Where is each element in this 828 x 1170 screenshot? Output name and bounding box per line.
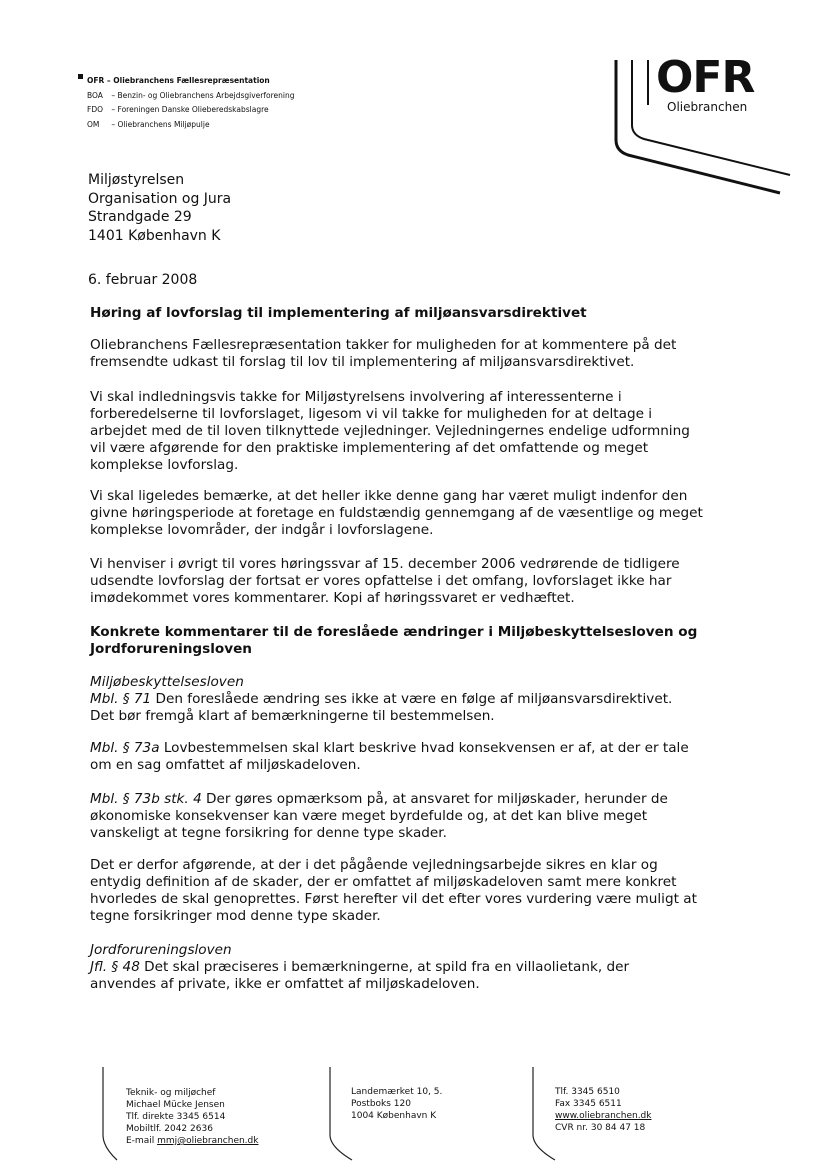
footer-line: Tlf. 3345 6510 xyxy=(555,1087,620,1097)
text-line: udsendte lovforslag der fortsat er vores opfattelse i det omfang, lovforslaget ikke har xyxy=(90,573,672,589)
logo-subtitle: Oliebranchen xyxy=(667,100,748,114)
footer-line: CVR nr. 30 84 47 18 xyxy=(555,1123,646,1133)
org-name: Benzin- og Oliebranchens Arbejdsgiverforening xyxy=(117,90,295,100)
text-line: hvorledes de skal genoprettes. Først herefter vil det efter vores vurdering være muligt at xyxy=(90,891,697,907)
footer-line: Teknik- og miljøchef xyxy=(126,1088,216,1098)
website-link[interactable]: www.oliebranchen.dk xyxy=(555,1111,652,1121)
law-title: Jordforureningsloven xyxy=(90,942,232,958)
text-line: komplekse lovforslag. xyxy=(90,457,239,473)
footer-line: Postboks 120 xyxy=(351,1099,411,1109)
text-line: tegne forsikringer mod denne type skader. xyxy=(90,908,381,924)
letter-date: 6. februar 2008 xyxy=(88,272,198,288)
section-heading xyxy=(90,624,740,658)
org-item-om: OM – Oliebranchens Miljøpulje xyxy=(78,118,295,133)
org-code: OM xyxy=(87,119,100,129)
footer-line xyxy=(126,1135,258,1147)
address-line: Miljøstyrelsen xyxy=(88,172,185,188)
mbl-73a xyxy=(90,740,740,774)
footer-line: Michael Mücke Jensen xyxy=(126,1100,225,1110)
text-line: Oliebranchens Fællesrepræsentation takker for muligheden for at kommentere på det xyxy=(90,337,677,353)
paragraph-2 xyxy=(90,389,740,474)
org-code: FDO xyxy=(87,105,103,114)
logo-text: OFR xyxy=(656,52,755,103)
footer-address xyxy=(351,1086,442,1122)
section-ref: Mbl. § 73a xyxy=(90,740,160,756)
section-ref: Jfl. § 48 xyxy=(90,959,140,975)
paragraph-3 xyxy=(90,488,740,539)
footer-company-info xyxy=(555,1086,651,1134)
mbl-section xyxy=(90,674,740,725)
text-line: fremsendte udkast til forslag til lov til implementering af miljøansvarsdirektivet. xyxy=(90,354,635,370)
address-line: Organisation og Jura xyxy=(88,190,232,207)
org-code: OFR xyxy=(87,76,105,85)
paragraph-5 xyxy=(90,857,740,925)
section-text: om en sag omfattet af miljøskadeloven. xyxy=(90,757,361,773)
email-label: E-mail xyxy=(126,1136,158,1146)
subject-heading: Høring af lovforslag til implementering af miljøansvarsdirektivet xyxy=(90,305,587,321)
section-text: Lovbestemmelsen skal klart beskrive hvad konsekvensen er af, at der er tale xyxy=(159,740,689,756)
footer-line: 1004 København K xyxy=(351,1111,437,1121)
text-line: Vi henviser i øvrigt til vores høringssvar af 15. december 2006 vedrørende de tidligere xyxy=(90,556,680,572)
address-line: 1401 København K xyxy=(88,227,221,244)
text-line: vil være afgørende for den praktiske implementering af det omfattende og meget xyxy=(90,440,649,456)
section-text: vanskeligt at tegne forsikring for denne type skader. xyxy=(90,825,447,841)
law-title: Miljøbeskyttelsesloven xyxy=(90,674,244,690)
footer-line: Mobiltlf. 2042 2636 xyxy=(126,1124,213,1134)
recipient-address xyxy=(88,171,231,245)
section-text: Det skal præciseres i bemærkningerne, at spild fra en villaolietank, der xyxy=(139,959,630,975)
footer-divider-1 xyxy=(95,1065,125,1165)
org-name: Oliebranchens Fællesrepræsentation xyxy=(113,76,270,85)
section-text: Der gøres opmærksom på, at ansvaret for miljøskader, herunder de xyxy=(201,791,668,807)
text-line: komplekse lovområder, der indgår i lovforslagene. xyxy=(90,522,434,538)
text-line: givne høringsperiode at foretage en fuldstændig gennemgang af de væsentlige og meget xyxy=(90,505,703,521)
org-name: Foreningen Danske Olieberedskabslagre xyxy=(117,105,269,114)
paragraph-4 xyxy=(90,556,740,607)
org-item-fdo: FDO – Foreningen Danske Olieberedskabslagre xyxy=(78,103,295,118)
section-ref: Mbl. § 73b stk. 4 xyxy=(90,791,202,807)
section-text: Den foreslåede ændring ses ikke at være en følge af miljøansvarsdirektivet. xyxy=(151,691,673,707)
section-text: anvendes af private, ikke er omfattet af miljøskadeloven. xyxy=(90,976,480,992)
org-item-ofr: OFR – Oliebranchens Fællesrepræsentation xyxy=(78,74,295,89)
footer-line: Tlf. direkte 3345 6514 xyxy=(126,1112,226,1122)
paragraph-1 xyxy=(90,337,740,371)
text-line: arbejdet med de til loven tilknyttede vejledninger. Vejledningernes endelige udformning xyxy=(90,423,690,439)
footer-line: Fax 3345 6511 xyxy=(555,1099,622,1109)
mbl-73b xyxy=(90,791,740,842)
org-item-boa: BOA – Benzin- og Oliebranchens Arbejdsgiverforening xyxy=(78,89,295,104)
footer-contact-person xyxy=(126,1087,258,1147)
text-line: entydig definition af de skader, der er omfattet af miljøskadeloven samt mere konkret xyxy=(90,874,677,890)
organization-list xyxy=(78,74,295,132)
email-link[interactable]: mmj@oliebranchen.dk xyxy=(157,1136,259,1146)
text-line: Vi skal ligeledes bemærke, at det heller ikke denne gang har været muligt indenfor den xyxy=(90,488,688,504)
text-line: Vi skal indledningsvis takke for Miljøstyrelsens involvering af interessenterne i xyxy=(90,389,622,405)
section-text: Det bør fremgå klart af bemærkningerne til bestemmelsen. xyxy=(90,708,495,724)
section-ref: Mbl. § 71 xyxy=(90,691,152,707)
text-line: Det er derfor afgørende, at der i det pågående vejledningsarbejde sikres en klar og xyxy=(90,857,658,873)
org-code: BOA xyxy=(87,90,103,100)
address-line: Strandgade 29 xyxy=(88,209,192,225)
text-line: imødekommet vores kommentarer. Kopi af høringssvaret er vedhæftet. xyxy=(90,590,575,606)
footer-line: Landemærket 10, 5. xyxy=(351,1087,443,1097)
section-text: økonomiske konsekvenser kan være meget byrdefulde og, at det kan blive meget xyxy=(90,808,648,824)
text-line: forberedelserne til lovforslaget, ligesom vi vil takke for muligheden for at deltage i xyxy=(90,406,653,422)
jfl-section xyxy=(90,942,740,993)
org-name: Oliebranchens Miljøpulje xyxy=(117,119,210,129)
heading-line: Jordforureningsloven xyxy=(90,641,252,657)
bullet-icon xyxy=(78,74,83,79)
heading-line: Konkrete kommentarer til de foreslåede ændringer i Miljøbeskyttelsesloven og xyxy=(90,624,698,640)
